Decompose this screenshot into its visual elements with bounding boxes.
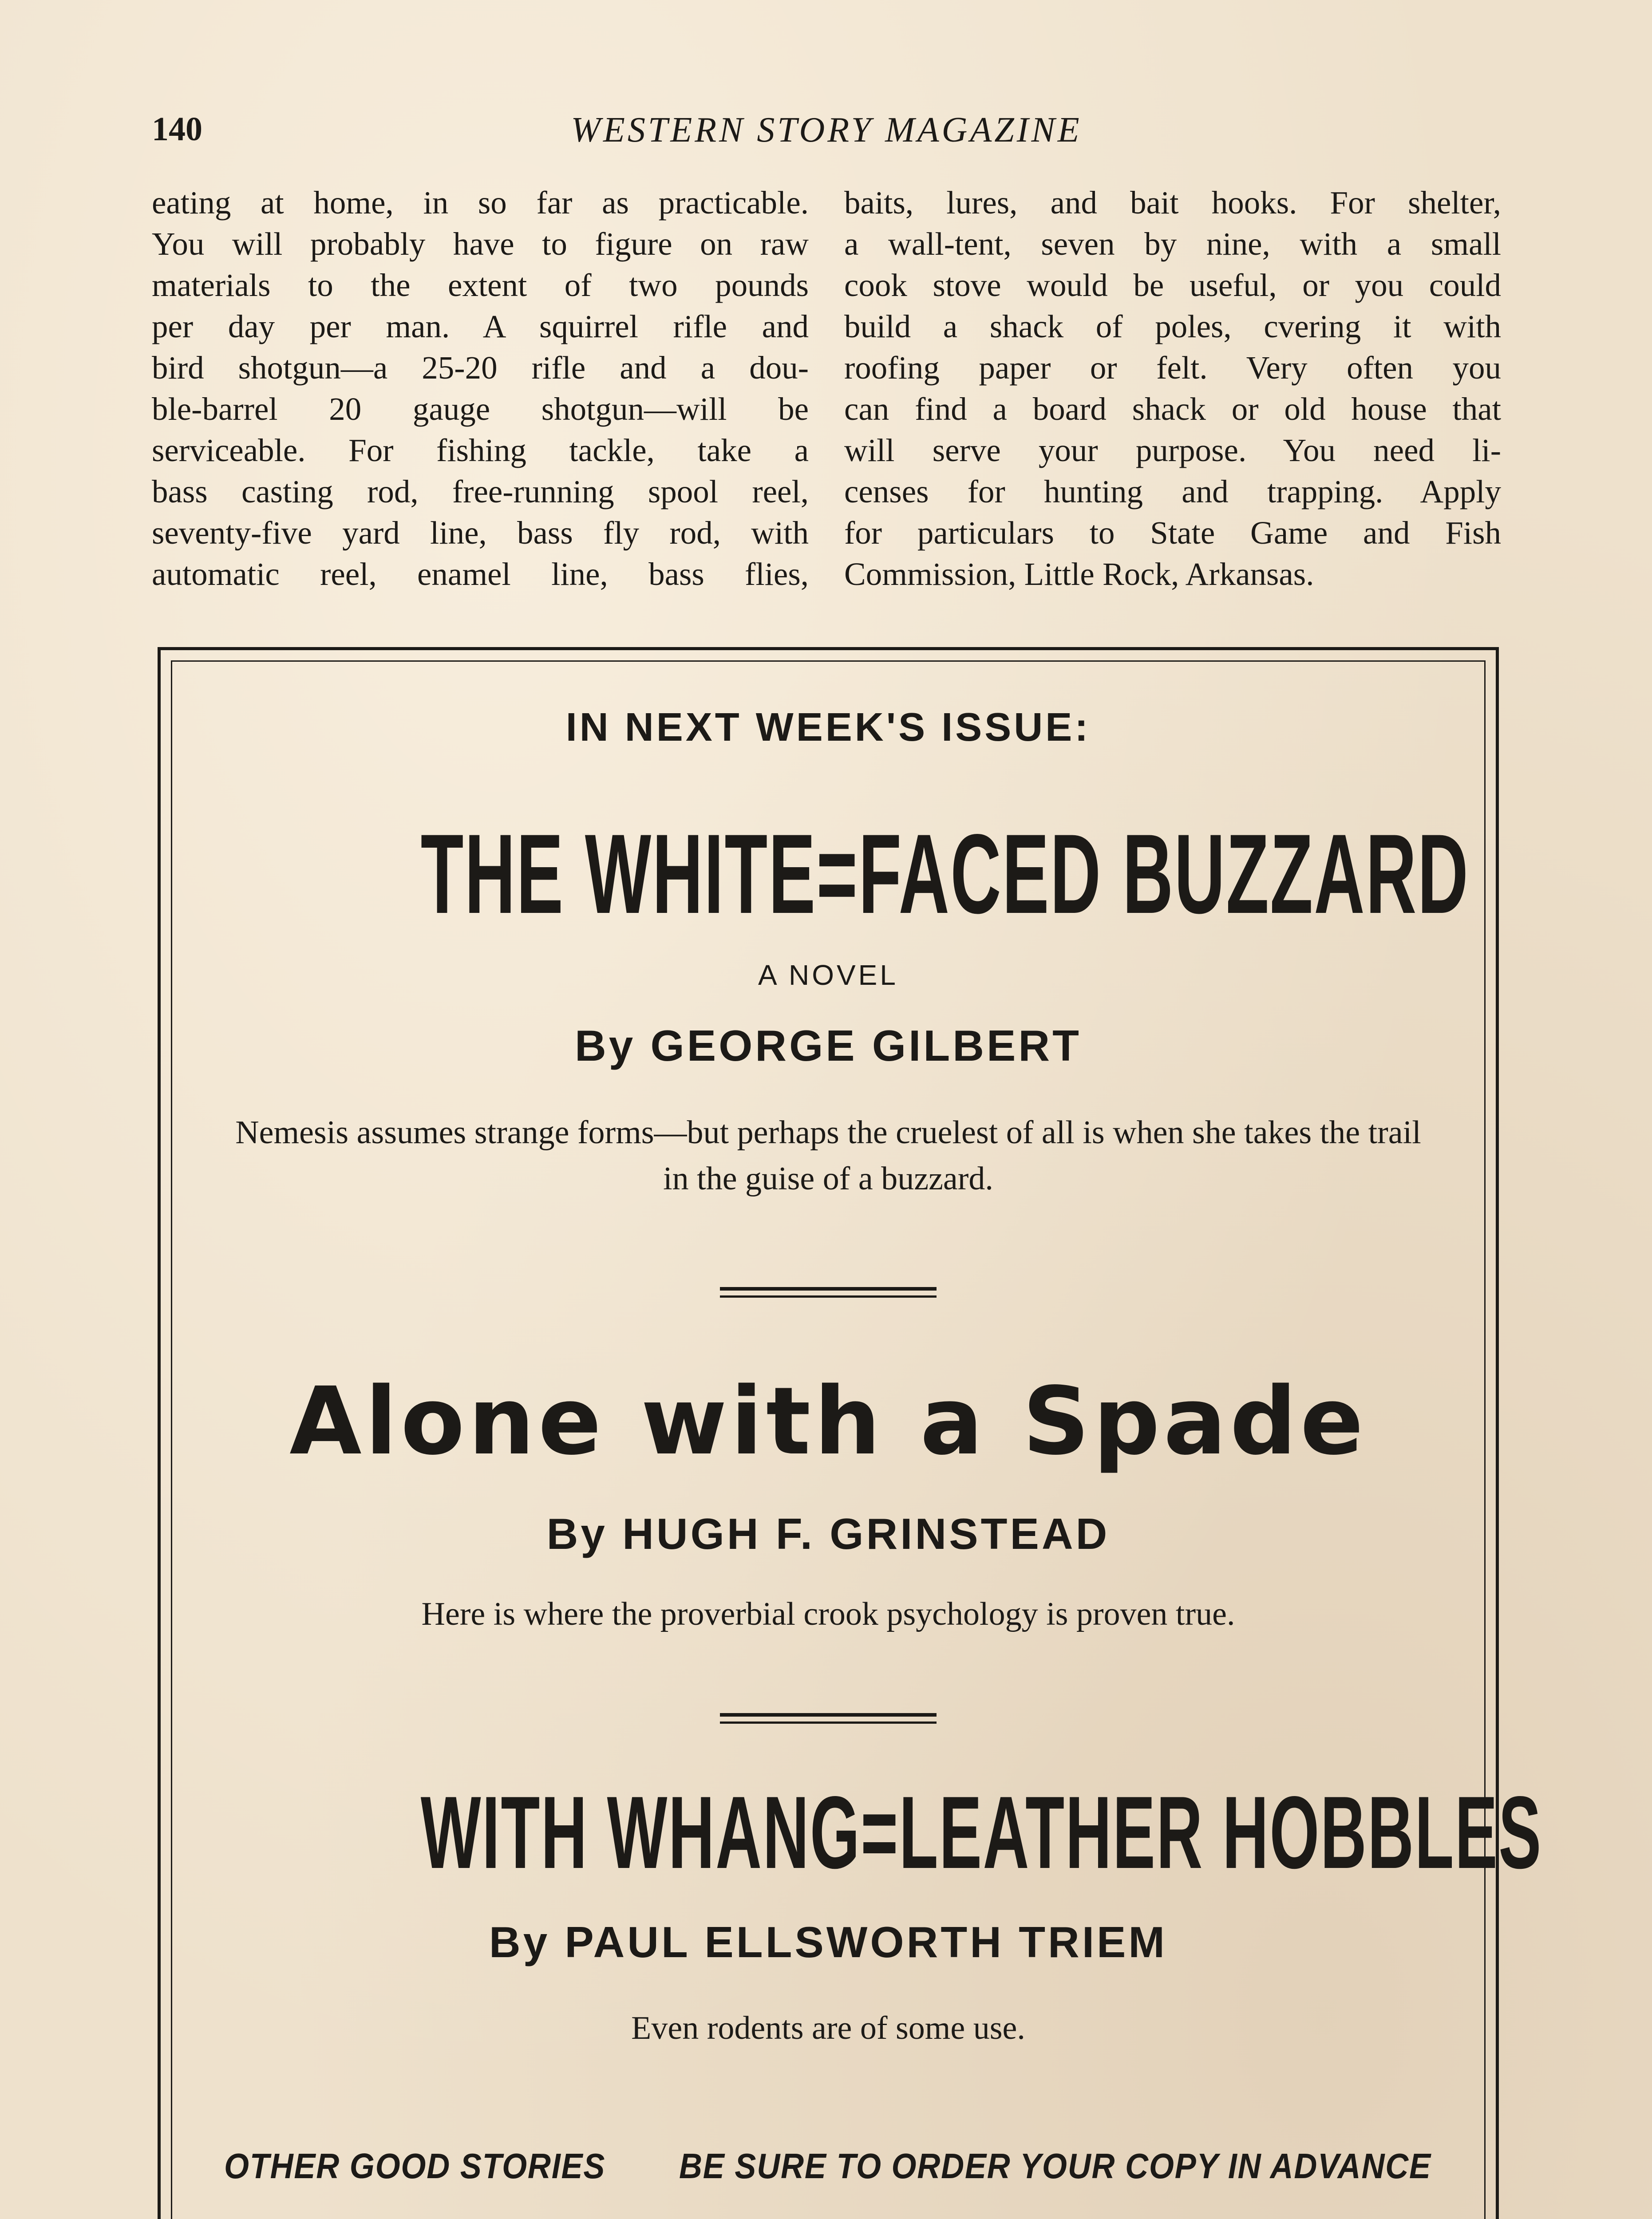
- story-blurb: Nemesis assumes strange forms—but perhaps the cruelest of all is when she takes the trail in the guise of a buzzard.: [235, 1114, 1421, 1197]
- story-title: Alone with a Spade: [289, 1367, 1367, 1476]
- footer-order-notice: BE SURE TO ORDER YOUR COPY IN ADVANCE: [679, 2146, 1431, 2186]
- article-line: censes for hunting and trapping. Apply: [844, 474, 1501, 509]
- article-line: materials to the extent of two pounds: [152, 267, 809, 303]
- article-line: automatic reel, enamel line, bass flies,: [152, 556, 809, 592]
- article-line: for particulars to State Game and Fish: [844, 515, 1501, 551]
- article-line: cook stove would be useful, or you could: [844, 267, 1501, 303]
- story-title: THE WHITE=FACED BUZZARD: [420, 811, 1470, 937]
- story-title: WITH WHANG=LEATHER HOBBLES: [420, 1775, 1542, 1890]
- magazine-title: WESTERN STORY MAGAZINE: [571, 111, 1082, 150]
- article-line: build a shack of poles, cvering it with: [844, 308, 1501, 344]
- article-line: You will probably have to figure on raw: [152, 226, 809, 262]
- double-rule-divider: [720, 1713, 937, 1724]
- running-head: [152, 110, 1501, 159]
- story-byline: By HUGH F. GRINSTEAD: [546, 1509, 1110, 1558]
- footer-other-stories: OTHER GOOD STORIES: [224, 2146, 606, 2186]
- article-line: eating at home, in so far as practicable.: [152, 185, 809, 221]
- article-line: a wall-tent, seven by nine, with a small: [844, 226, 1501, 262]
- article-columns: [152, 182, 1501, 604]
- story-blurb: Even rodents are of some use.: [631, 2010, 1025, 2046]
- double-rule-divider: [720, 1287, 937, 1298]
- article-right-column: [844, 182, 1501, 595]
- article-line: baits, lures, and bait hooks. For shelter,: [844, 185, 1501, 221]
- article-line: can find a board shack or old house that: [844, 391, 1501, 427]
- article-line: seventy-five yard line, bass fly rod, with: [152, 515, 809, 551]
- article-line: will serve your purpose. You need li-: [844, 432, 1501, 468]
- article-line: roofing paper or felt. Very often you: [844, 350, 1501, 386]
- story-byline: By PAUL ELLSWORTH TRIEM: [489, 1918, 1168, 1966]
- article-line: ble-barrel 20 gauge shotgun—will be: [152, 391, 809, 427]
- page-number: 140: [152, 111, 202, 148]
- next-issue-heading: IN NEXT WEEK'S ISSUE:: [565, 705, 1091, 750]
- article-line: serviceable. For fishing tackle, take a: [152, 432, 809, 468]
- story-byline: By GEORGE GILBERT: [574, 1021, 1082, 1070]
- article-line: Commission, Little Rock, Arkansas.: [844, 556, 1314, 592]
- story-label: A NOVEL: [758, 959, 898, 991]
- article-line: bass casting rod, free-running spool reel,: [152, 474, 809, 509]
- article-line: per day per man. A squirrel rifle and: [152, 308, 809, 344]
- story-blurb: Here is where the proverbial crook psychology is proven true.: [421, 1596, 1235, 1632]
- article-line: bird shotgun—a 25-20 rifle and a dou-: [152, 350, 809, 386]
- article-left-column: [152, 182, 809, 595]
